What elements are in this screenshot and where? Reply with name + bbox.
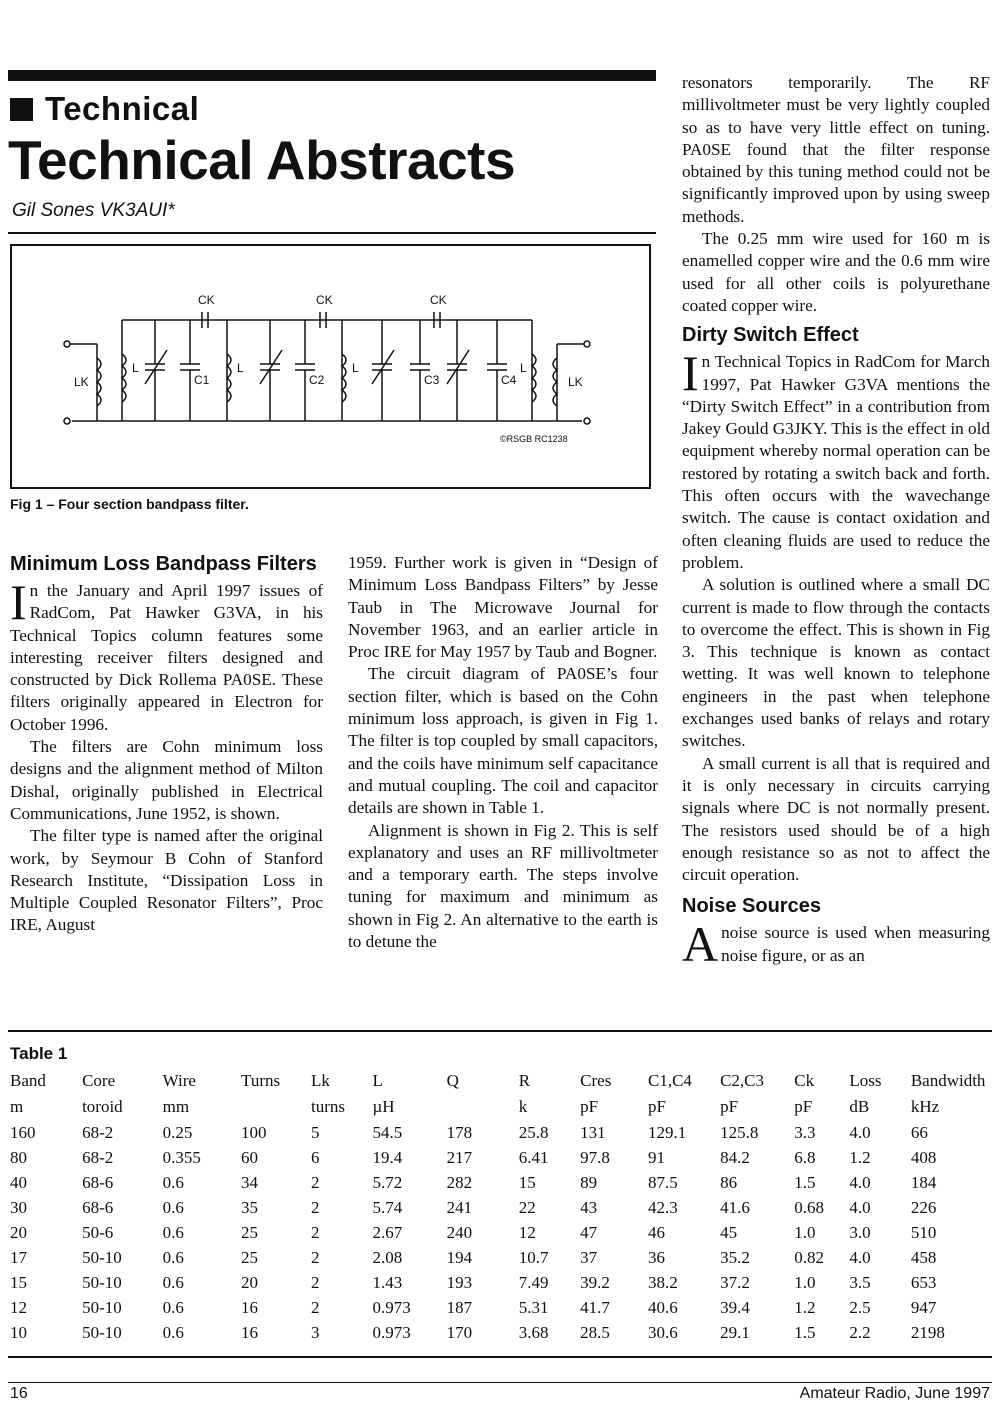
table-cell: 2 (310, 1172, 320, 1192)
table-cell: 87.5 (648, 1172, 678, 1192)
article-paragraph: The filters are Cohn minimum loss designs and the alignment method of Milton Dishal, originally published in Electrical Communications, June 1952, is shown. (10, 737, 323, 823)
table-row (10, 1145, 990, 1170)
table-cell: 5 (310, 1122, 320, 1142)
table-cell: 7.49 (518, 1272, 549, 1292)
coil-data-table (10, 1068, 990, 1345)
table-cell: 15 (518, 1172, 536, 1192)
table-header-row (10, 1068, 990, 1094)
table-cell: 68-6 (82, 1172, 114, 1192)
table-unit-cell: pF (648, 1097, 666, 1116)
table-cell: 1.0 (794, 1272, 816, 1292)
table-cell: 0.6 (162, 1222, 184, 1242)
table-cell: 30.6 (648, 1322, 678, 1342)
table-row (10, 1120, 990, 1145)
article-paragraph: resonators temporarily. The RF millivoltmeter must be very lightly coupled so as to have very little effect on tuning. PA0SE found that the filter response obtained by this tuning method could not be significantly improved upon by using sweep methods. (682, 73, 990, 226)
figure-caption: Fig 1 – Four section bandpass filter. (10, 496, 249, 512)
table-header-cell: Bandwidth (910, 1071, 986, 1090)
table-cell: 34 (241, 1172, 259, 1192)
table-cell: 947 (910, 1297, 937, 1317)
table-unit-cell (447, 1094, 519, 1120)
table-header-cell: Core (82, 1071, 116, 1090)
table-row (10, 1195, 990, 1220)
publication-footer: Amateur Radio, June 1997 (799, 1385, 990, 1402)
table-cell: 0.6 (162, 1172, 184, 1192)
table-top-rule (8, 1030, 992, 1032)
table-cell: 30 (10, 1197, 27, 1217)
table-cell: 3.5 (849, 1272, 871, 1292)
title-rule (8, 232, 656, 234)
table-cell: 0.82 (794, 1247, 824, 1267)
table-cell: 4.0 (849, 1197, 871, 1217)
table-cell: 15 (10, 1272, 27, 1292)
label-c1: C1 (194, 373, 210, 387)
label-lk-in: LK (74, 375, 89, 389)
article-paragraph: Alignment is shown in Fig 2. This is self explanatory and uses an RF millivoltmeter and a temporary earth. The steps involve tuning for maximum and minimum as shown in Fig 2. An alternative to the earth is to detune the (348, 820, 658, 952)
page-number: 16 (10, 1385, 28, 1402)
table-cell: 2 (310, 1247, 320, 1267)
table-unit-cell: pF (720, 1097, 739, 1116)
table-row (10, 1220, 990, 1245)
label-l-2: L (237, 361, 244, 375)
table-title: Table 1 (10, 1044, 68, 1063)
table-unit-cell: k (518, 1097, 528, 1116)
table-cell: 6.41 (518, 1147, 549, 1167)
table-cell: 0.6 (162, 1272, 184, 1292)
table-cell: 36 (648, 1247, 665, 1267)
table-header-cell: Band (10, 1071, 46, 1090)
table-cell: 2 (310, 1222, 320, 1242)
table-cell: 47 (580, 1222, 598, 1242)
table-cell: 2198 (910, 1322, 945, 1342)
article-column-1 (10, 552, 323, 937)
table-cell: 0.6 (162, 1322, 184, 1342)
table-cell: 25 (241, 1247, 259, 1267)
table-header-cell: Wire (162, 1071, 196, 1090)
table-cell: 12 (10, 1297, 27, 1317)
table-cell: 68-2 (82, 1147, 114, 1167)
table-cell: 29.1 (720, 1322, 750, 1342)
label-lk-out: LK (568, 375, 583, 389)
table-header-cell: C2,C3 (720, 1071, 764, 1090)
table-header-cell: Lk (310, 1071, 330, 1090)
table-header-cell: C1,C4 (648, 1071, 692, 1090)
table-cell: 0.6 (162, 1247, 184, 1267)
table-cell: 60 (241, 1147, 259, 1167)
table-cell: 510 (910, 1222, 937, 1242)
table-cell: 28.5 (580, 1322, 610, 1342)
table-cell: 50-10 (82, 1247, 122, 1267)
table-unit-cell: kHz (910, 1097, 940, 1116)
table-cell: 1.0 (794, 1222, 816, 1242)
author-byline: Gil Sones VK3AUI* (12, 200, 175, 221)
drop-cap: A (682, 916, 719, 973)
label-l-1: L (132, 361, 139, 375)
table-cell: 66 (910, 1122, 928, 1142)
table-cell: 25.8 (518, 1122, 549, 1142)
table-cell: 282 (446, 1172, 473, 1192)
table-cell: 86 (720, 1172, 738, 1192)
table-unit-cell: m (10, 1097, 24, 1116)
table-cell: 125.8 (720, 1122, 759, 1142)
table-cell: 20 (241, 1272, 259, 1292)
table-cell: 42.3 (648, 1197, 678, 1217)
table-cell: 2 (310, 1272, 320, 1292)
table-cell: 3.0 (849, 1222, 871, 1242)
article-heading-noise-sources: Noise Sources (682, 895, 821, 918)
section-tag: Technical (10, 90, 199, 128)
table-header-cell: Turns (241, 1071, 281, 1090)
table-cell: 160 (10, 1122, 36, 1142)
table-cell: 6.8 (794, 1147, 816, 1167)
table-cell: 43 (580, 1197, 598, 1217)
table-cell: 187 (446, 1297, 473, 1317)
table-cell: 20 (10, 1222, 27, 1242)
table-cell: 35 (241, 1197, 259, 1217)
table-cell: 50-10 (82, 1322, 122, 1342)
table-header-cell: R (518, 1071, 531, 1090)
article-paragraph: 1959. Further work is given in “Design of Minimum Loss Bandpass Filters” by Jesse Taub in The Microwave Journal for November 1963, and an earlier article in Proc IRE for May 1957 by Taub and Bogner. (348, 553, 658, 662)
table-cell: 41.7 (580, 1297, 610, 1317)
label-c2: C2 (309, 373, 325, 387)
table-cell: 10 (10, 1322, 27, 1342)
table-cell: 4.0 (849, 1172, 871, 1192)
table-cell: 46 (648, 1222, 665, 1242)
table-cell: 3.68 (518, 1322, 549, 1342)
table-cell: 2 (310, 1297, 320, 1317)
table-cell: 0.973 (372, 1297, 411, 1317)
table-cell: 0.355 (162, 1147, 201, 1167)
table-cell: 5.31 (518, 1297, 549, 1317)
table-cell: 226 (910, 1197, 937, 1217)
table-cell: 193 (446, 1272, 473, 1292)
table-row (10, 1270, 990, 1295)
table-cell: 170 (446, 1322, 473, 1342)
table-unit-cell: mm (162, 1097, 190, 1116)
table-cell: 80 (10, 1147, 27, 1167)
label-ck-1: CK (198, 293, 215, 307)
table-cell: 6 (310, 1147, 320, 1167)
table-header-cell: Cres (580, 1071, 612, 1090)
table-cell: 4.0 (849, 1122, 871, 1142)
table-cell: 4.0 (849, 1247, 871, 1267)
table-cell: 16 (241, 1322, 259, 1342)
table-unit-cell: dB (849, 1097, 870, 1116)
table-cell: 2.2 (849, 1322, 871, 1342)
table-header-cell: L (372, 1071, 383, 1090)
table-cell: 3.3 (794, 1122, 816, 1142)
table-cell: 5.74 (372, 1197, 403, 1217)
article-paragraph: In Technical Topics in RadCom for March 1997, Pat Hawker G3VA mentions the “Dirty Switch Effect” in a contribution from Jakey Gould G3JKY. This is the effect in old equipment whereby normal operation can be restored by rotating a switch back and forth. This often occurs with the wavechange switch. The cause is contact oxidation and often cleaning fluids are used to reduce the problem. (682, 345, 990, 572)
square-bullet-icon (10, 98, 33, 121)
table-cell: 10.7 (518, 1247, 549, 1267)
header-rule (8, 70, 656, 81)
table-cell: 0.25 (162, 1122, 193, 1142)
label-ck-2: CK (316, 293, 333, 307)
table-cell: 68-2 (82, 1122, 114, 1142)
article-column-3 (682, 72, 990, 973)
table-unit-row (10, 1094, 990, 1120)
table-unit-cell: µH (372, 1097, 395, 1116)
table-cell: 91 (648, 1147, 665, 1167)
table-cell: 54.5 (372, 1122, 403, 1142)
table-cell: 41.6 (720, 1197, 750, 1217)
article-column-2 (348, 552, 658, 953)
table-unit-cell: pF (580, 1097, 599, 1116)
table-cell: 100 (241, 1122, 267, 1142)
article-paragraph: Anoise source is used when measuring noise figure, or as an (682, 916, 990, 973)
table-cell: 240 (446, 1222, 473, 1242)
table-unit-cell: toroid (82, 1097, 123, 1116)
table-row (10, 1170, 990, 1195)
table-unit-cell (241, 1094, 311, 1120)
table-cell: 1.43 (372, 1272, 403, 1292)
table-cell: 17 (10, 1247, 27, 1267)
table-row (10, 1245, 990, 1270)
article-heading-minimum-loss: Minimum Loss Bandpass Filters (10, 553, 317, 575)
article-paragraph: A small current is all that is required and it is only necessary in circuits carrying signals where DC is not normally present. The resistors used should be of a high enough resistance so as not to affect the circuit operation. (682, 753, 990, 885)
label-c3: C3 (424, 373, 440, 387)
table-cell: 12 (518, 1222, 536, 1242)
figure-1-box (10, 244, 651, 489)
table-cell: 1.5 (794, 1322, 816, 1342)
label-l-4: L (520, 361, 527, 375)
table-cell: 19.4 (372, 1147, 403, 1167)
table-cell: 35.2 (720, 1247, 750, 1267)
table-row (10, 1295, 990, 1320)
table-cell: 2.67 (372, 1222, 403, 1242)
table-cell: 0.973 (372, 1322, 411, 1342)
article-paragraph: The 0.25 mm wire used for 160 m is enamelled copper wire and the 0.6 mm wire used for all other coils is polyurethane coated copper wire. (682, 229, 990, 315)
table-cell: 40 (10, 1172, 27, 1192)
table-cell: 50-10 (82, 1272, 122, 1292)
label-l-3: L (352, 361, 359, 375)
article-paragraph: The filter type is named after the original work, by Seymour B Cohn of Stanford Research Institute, “Dissipation Loss in Multiple Coupled Resonator Filters”, Proc IRE, August (10, 826, 323, 935)
table-cell: 0.6 (162, 1197, 184, 1217)
table-cell: 22 (518, 1197, 536, 1217)
article-paragraph: The circuit diagram of PA0SE’s four section filter, which is based on the Cohn minimum loss approach, is given in Fig 1. The filter is top coupled by small capacitors, and the coils have minimum self capacitance and mutual coupling. The coil and capacitor details are shown in Table 1. (348, 664, 658, 818)
label-c4: C4 (501, 373, 517, 387)
article-paragraph: In the January and April 1997 issues of RadCom, Pat Hawker G3VA, in his Technical Topics column features some interesting receiver filters designed and constructed by Dick Rollema PA0SE. These filters originally appeared in Electron for October 1996. (10, 574, 323, 734)
table-unit-cell: turns (310, 1097, 345, 1116)
copyright-label: ©RSGB RC1238 (500, 434, 568, 444)
table-header-cell: Loss (849, 1071, 882, 1090)
table-cell: 408 (910, 1147, 937, 1167)
table-cell: 129.1 (648, 1122, 687, 1142)
table-cell: 194 (446, 1247, 473, 1267)
table-header-cell: Ck (794, 1071, 815, 1090)
table-cell: 68-6 (82, 1197, 114, 1217)
table-cell: 50-6 (82, 1222, 114, 1242)
table-unit-cell: pF (794, 1097, 813, 1116)
bandpass-filter-schematic (12, 246, 649, 487)
bottom-rule (8, 1356, 992, 1358)
table-cell: 39.4 (720, 1297, 750, 1317)
drop-cap: I (10, 574, 27, 630)
table-cell: 1.5 (794, 1172, 816, 1192)
table-cell: 50-10 (82, 1297, 122, 1317)
table-cell: 2.08 (372, 1247, 403, 1267)
table-cell: 0.6 (162, 1297, 184, 1317)
table-cell: 184 (910, 1172, 937, 1192)
table-cell: 1.2 (794, 1297, 816, 1317)
footer-rule (8, 1382, 992, 1383)
table-cell: 217 (446, 1147, 473, 1167)
table-cell: 5.72 (372, 1172, 403, 1192)
table-cell: 45 (720, 1222, 738, 1242)
table-cell: 37 (580, 1247, 598, 1267)
table-cell: 178 (446, 1122, 473, 1142)
table-cell: 37.2 (720, 1272, 750, 1292)
table-cell: 131 (580, 1122, 606, 1142)
table-cell: 39.2 (580, 1272, 610, 1292)
table-cell: 1.2 (849, 1147, 871, 1167)
label-ck-3: CK (430, 293, 447, 307)
article-heading-dirty-switch: Dirty Switch Effect (682, 324, 859, 347)
table-cell: 38.2 (648, 1272, 678, 1292)
table-cell: 97.8 (580, 1147, 610, 1167)
table-cell: 89 (580, 1172, 598, 1192)
table-row (10, 1320, 990, 1345)
table-cell: 653 (910, 1272, 937, 1292)
table-cell: 84.2 (720, 1147, 750, 1167)
table-cell: 2.5 (849, 1297, 871, 1317)
table-cell: 458 (910, 1247, 937, 1267)
table-cell: 16 (241, 1297, 259, 1317)
page-title: Technical Abstracts (8, 129, 516, 191)
table-cell: 2 (310, 1197, 320, 1217)
table-cell: 25 (241, 1222, 259, 1242)
table-cell: 241 (446, 1197, 473, 1217)
table-header-cell: Q (446, 1071, 459, 1090)
drop-cap: I (682, 345, 699, 402)
table-cell: 0.68 (794, 1197, 824, 1217)
table-cell: 40.6 (648, 1297, 678, 1317)
table-cell: 3 (310, 1322, 320, 1342)
article-paragraph: A solution is outlined where a small DC current is made to flow through the contacts to overcome the effect. This is shown in Fig 3. This technique is known as contact wetting. It was well known to telephone engineers in the past when telephone exchanges used banks of relays and rotary switches. (682, 575, 990, 751)
